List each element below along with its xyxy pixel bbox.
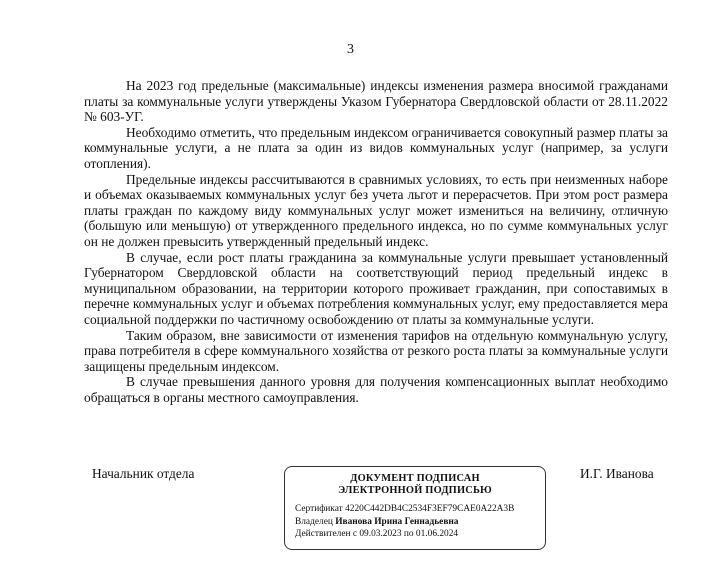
stamp-certificate-line [295, 503, 535, 516]
signature-block [0, 466, 701, 556]
paragraph: Необходимо отметить, что предельным индексом ограничивается совокупный размер платы за коммунальные услуги, а не плата за один из видов коммунальных услуг (например, за услуги отопления). [84, 124, 668, 171]
paragraph: В случае превышения данного уровня для получения компенсационных выплат необходимо обращаться в органы местного самоуправления. [84, 374, 668, 405]
stamp-validity-line: Действителен с 09.03.2023 по 01.06.2024 [295, 529, 459, 540]
paragraph: Предельные индексы рассчитываются в сравнимых условиях, то есть при неизменных наборе и объемах оказываемых коммунальных услуг без учета льгот и перерасчетов. При этом рост размера платы граждан по каждому виду коммунальных услуг может измениться на величину, отличную (большую или меньшую) от утвержденного предельного индекса, но по сумме коммунальных услуг он не должен превысить утвержденный предельный индекс. [84, 171, 668, 249]
paragraph: На 2023 год предельные (максимальные) индексы изменения размера вносимой гражданами платы за коммунальные услуги утверждены Указом Губернатора Свердловской области от 28.11.2022 № 603-УГ. [84, 78, 668, 125]
stamp-title-line: ЭЛЕКТРОННОЙ ПОДПИСЬЮ [338, 485, 492, 496]
page-number: 3 [347, 42, 354, 57]
stamp-title-line: ДОКУМЕНТ ПОДПИСАН [350, 473, 480, 484]
paragraph: Таким образом, вне зависимости от изменения тарифов на отдельную коммунальную услугу, права потребителя в сфере коммунального хозяйства от резкого роста платы за коммунальные услуги защищены предельным индексом. [84, 327, 668, 374]
certificate-value: 4220C442DB4C2534F3EF79CAE0A22A3B [345, 504, 515, 514]
signer-position: Начальник отдела [92, 466, 195, 481]
stamp-title [295, 473, 535, 497]
stamp-details [295, 503, 535, 541]
document-body [84, 78, 668, 405]
stamp-owner-line [295, 516, 535, 529]
paragraph: В случае, если рост платы гражданина за коммунальные услуги превышает установленный Губернатором Свердловской области на соответствующий период предельный индекс в муниципальном образовании, на территории которого проживает гражданин, при сопоставимых в перечне коммунальных услуг и объемах потребления коммунальных услуг, ему предоставляется мера социальной поддержки по частичному освобождению от платы за коммунальные услуги. [84, 249, 668, 327]
electronic-signature-stamp [284, 466, 546, 550]
owner-label: Владелец [295, 516, 333, 527]
owner-value: Иванова Ирина Геннадьевна [335, 516, 459, 527]
signer-name: И.Г. Иванова [580, 466, 654, 481]
certificate-label: Сертификат [295, 504, 343, 514]
